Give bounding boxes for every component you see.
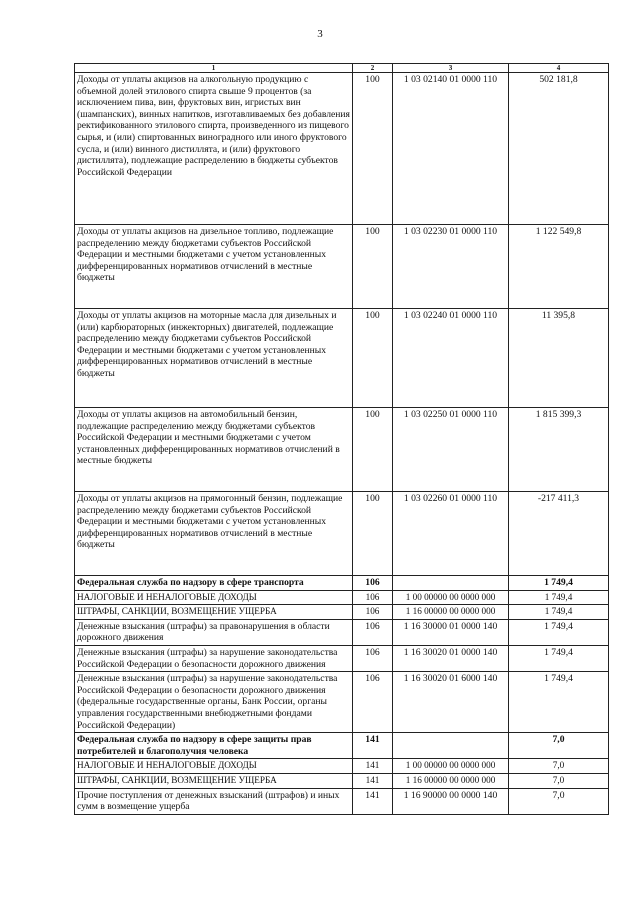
row-name: НАЛОГОВЫЕ И НЕНАЛОГОВЫЕ ДОХОДЫ — [75, 590, 353, 605]
row-amount: -217 411,3 — [509, 492, 609, 576]
table-row — [75, 309, 609, 408]
table-row — [75, 225, 609, 309]
row-admin-code: 106 — [353, 619, 393, 645]
row-kbk-code: 1 03 02230 01 0000 110 — [393, 225, 509, 309]
row-kbk-code: 1 00 00000 00 0000 000 — [393, 759, 509, 774]
row-admin-code: 100 — [353, 309, 393, 408]
row-kbk-code: 1 03 02140 01 0000 110 — [393, 73, 509, 225]
row-name: Денежные взыскания (штрафы) за нарушение законодательства Российской Федерации о безопасности дорожного движения (федеральные государственные органы, Банк России, органы управления государственными внебюджетными фондами Российской Федерации) — [75, 672, 353, 733]
row-amount: 1 749,4 — [509, 672, 609, 733]
row-amount: 502 181,8 — [509, 73, 609, 225]
row-name: НАЛОГОВЫЕ И НЕНАЛОГОВЫЕ ДОХОДЫ — [75, 759, 353, 774]
row-name: Денежные взыскания (штрафы) за правонарушения в области дорожного движения — [75, 619, 353, 645]
row-kbk-code — [393, 733, 509, 759]
row-amount: 7,0 — [509, 788, 609, 814]
row-amount: 1 749,4 — [509, 645, 609, 671]
row-kbk-code: 1 16 30020 01 0000 140 — [393, 645, 509, 671]
table-row — [75, 733, 609, 759]
row-amount: 1 749,4 — [509, 576, 609, 591]
page-number: 3 — [317, 28, 323, 40]
table-row — [75, 590, 609, 605]
header-col-4: 4 — [509, 64, 609, 73]
row-name: Федеральная служба по надзору в сфере защиты прав потребителей и благополучия человека — [75, 733, 353, 759]
row-admin-code: 141 — [353, 773, 393, 788]
table-row — [75, 492, 609, 576]
table-row — [75, 619, 609, 645]
row-name: Доходы от уплаты акцизов на прямогонный бензин, подлежащие распределению между бюджетами субъектов Российской Федерации и местными бюджетами с учетом установленных дифференцированных нормативов отчислений в местные бюджеты — [75, 492, 353, 576]
row-kbk-code: 1 16 30020 01 6000 140 — [393, 672, 509, 733]
row-admin-code: 100 — [353, 73, 393, 225]
row-kbk-code: 1 03 02250 01 0000 110 — [393, 408, 509, 492]
row-kbk-code: 1 16 00000 00 0000 000 — [393, 605, 509, 620]
table-row — [75, 605, 609, 620]
table-row — [75, 645, 609, 671]
table-row — [75, 773, 609, 788]
row-name: ШТРАФЫ, САНКЦИИ, ВОЗМЕЩЕНИЕ УЩЕРБА — [75, 605, 353, 620]
row-amount: 1 122 549,8 — [509, 225, 609, 309]
row-kbk-code: 1 03 02240 01 0000 110 — [393, 309, 509, 408]
row-admin-code: 106 — [353, 645, 393, 671]
row-amount: 1 749,4 — [509, 590, 609, 605]
row-admin-code: 100 — [353, 408, 393, 492]
row-admin-code: 100 — [353, 492, 393, 576]
row-amount: 1 749,4 — [509, 619, 609, 645]
row-amount: 11 395,8 — [509, 309, 609, 408]
row-admin-code: 106 — [353, 590, 393, 605]
row-kbk-code: 1 16 30000 01 0000 140 — [393, 619, 509, 645]
row-admin-code: 106 — [353, 576, 393, 591]
row-name: Денежные взыскания (штрафы) за нарушение законодательства Российской Федерации о безопасности дорожного движения — [75, 645, 353, 671]
row-name: Федеральная служба по надзору в сфере транспорта — [75, 576, 353, 591]
table-row — [75, 672, 609, 733]
row-name: Доходы от уплаты акцизов на дизельное топливо, подлежащие распределению между бюджетами субъектов Российской Федерации и местными бюджетами с учетом установленных дифференцированных нормативов отчислений в местные бюджеты — [75, 225, 353, 309]
row-admin-code: 141 — [353, 788, 393, 814]
row-amount: 7,0 — [509, 759, 609, 774]
header-col-2: 2 — [353, 64, 393, 73]
table-row — [75, 576, 609, 591]
row-kbk-code: 1 03 02260 01 0000 110 — [393, 492, 509, 576]
row-admin-code: 100 — [353, 225, 393, 309]
table-row — [75, 408, 609, 492]
row-kbk-code: 1 16 00000 00 0000 000 — [393, 773, 509, 788]
table-row — [75, 759, 609, 774]
row-amount: 1 749,4 — [509, 605, 609, 620]
row-admin-code: 106 — [353, 672, 393, 733]
row-kbk-code: 1 00 00000 00 0000 000 — [393, 590, 509, 605]
row-name: ШТРАФЫ, САНКЦИИ, ВОЗМЕЩЕНИЕ УЩЕРБА — [75, 773, 353, 788]
row-admin-code: 106 — [353, 605, 393, 620]
header-col-1: 1 — [75, 64, 353, 73]
row-amount: 7,0 — [509, 733, 609, 759]
row-amount: 1 815 399,3 — [509, 408, 609, 492]
row-name: Доходы от уплаты акцизов на автомобильный бензин, подлежащие распределению между бюджетами субъектов Российской Федерации и местными бюджетами с учетом установленных дифференцированных нормативов отчислений в местные бюджеты — [75, 408, 353, 492]
row-name: Доходы от уплаты акцизов на моторные масла для дизельных и (или) карбюраторных (инжекторных) двигателей, подлежащие распределению между бюджетами субъектов Российской Федерации и местными бюджетами с учетом установленных дифференцированных нормативов отчислений в местные бюджеты — [75, 309, 353, 408]
table-header-row — [75, 64, 609, 73]
revenue-table — [74, 63, 609, 815]
row-admin-code: 141 — [353, 759, 393, 774]
table-row — [75, 73, 609, 225]
header-col-3: 3 — [393, 64, 509, 73]
row-amount: 7,0 — [509, 773, 609, 788]
row-kbk-code — [393, 576, 509, 591]
row-name: Доходы от уплаты акцизов на алкогольную продукцию с объемной долей этилового спирта свыше 9 процентов (за исключением пива, вин, фруктовых вин, игристых вин (шампанских), винных напитков, изготавливаемых без добавления ректификованного этилового спирта, произведенного из пищевого сырья, и (или) спиртованных виноградного или иного фруктового сусла, и (или) винного дистиллята, и (или) фруктового дистиллята), подлежащие распределению в бюджеты субъектов Российской Федерации — [75, 73, 353, 225]
row-name: Прочие поступления от денежных взысканий (штрафов) и иных сумм в возмещение ущерба — [75, 788, 353, 814]
row-admin-code: 141 — [353, 733, 393, 759]
table-row — [75, 788, 609, 814]
row-kbk-code: 1 16 90000 00 0000 140 — [393, 788, 509, 814]
